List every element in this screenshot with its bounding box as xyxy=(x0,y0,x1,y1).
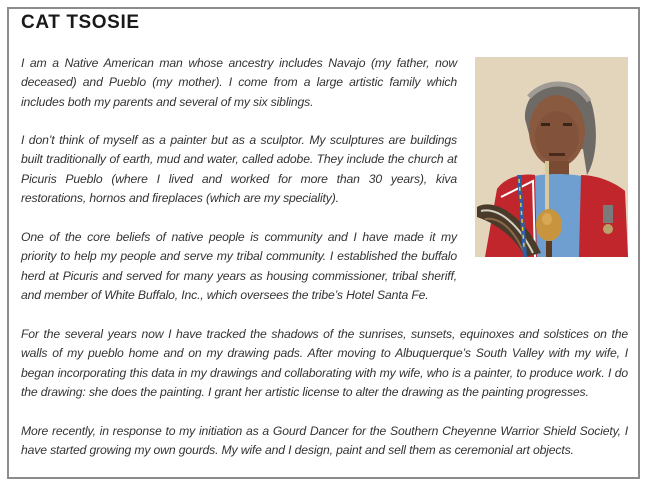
bio-paragraph-ancestry: I am a Native American man whose ancestry includes Navajo (my father, now deceased) and Pueblo (my mother). I come from a large artistic family which includes both my parents and several of my six siblings. xyxy=(21,56,457,109)
bio-paragraph-sculptor: I don’t think of myself as a painter but as a sculptor. My sculptures are buildings built traditionally of earth, mud and water, called adobe. They include the church at Picuris Pueblo (where I lived and worked for more than 30 years), kiva restorations, hornos and fireplaces (which are my speciality). xyxy=(21,133,457,206)
bio-paragraph-shadows: For the several years now I have tracked the shadows of the sunrises, sunsets, equinoxes and solstices on the walls of my pueblo home and on my drawing pads. After moving to Albuquerque’s South Valley with my wife, I began incorporating this data in my drawings and collaborating with my wife, who is a painter, to produce work. I do the drawing: she does the painting. I grant her artistic license to alter the drawing as the painting progresses. xyxy=(21,327,628,400)
page-title: CAT TSOSIE xyxy=(21,12,140,33)
bio-paragraph-community: One of the core beliefs of native people is community and I have made it my priority to help my people and serve my tribal community. I established the buffalo herd at Picuris and served for many years as housing commissioner, tribal sheriff, and member of White Buffalo, Inc., which oversees the tribe’s Hotel Santa Fe. xyxy=(21,230,457,303)
artist-portrait-photo xyxy=(475,57,628,257)
bio-paragraph-gourds: More recently, in response to my initiation as a Gourd Dancer for the Southern Cheyenne Warrior Shield Society, I have started growing my own gourds. My wife and I design, paint and sell them as ceremonial art objects. xyxy=(21,424,628,458)
